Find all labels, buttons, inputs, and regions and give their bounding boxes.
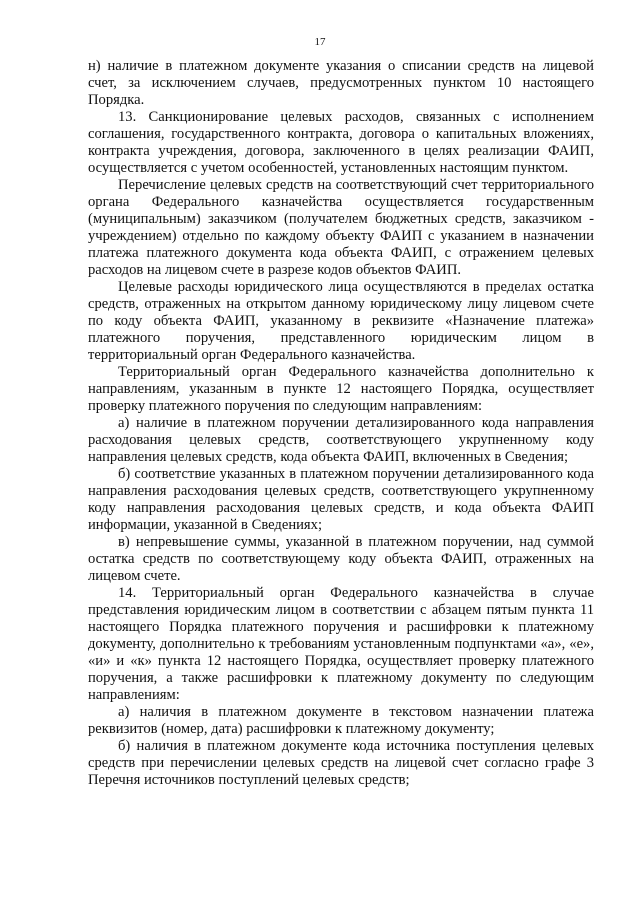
page-number: 17 — [314, 36, 326, 48]
paragraph-transfer: Перечисление целевых средств на соответствующий счет территориального органа Федерального казначейства осуществляется государственным (муниципальным) заказчиком (получателем бюджетных средств, заказчиком - учреждением) отдельно по каждому объекту ФАИП с указанием в назначении платежа платежного документа кода объекта ФАИП, с отражением целевых расходов на лицевом счете в разрезе кодов объектов ФАИП. — [88, 177, 594, 278]
paragraph-14-b: б) наличия в платежном документе кода источника поступления целевых средств при перечислении целевых средств на лицевой счет согласно графе 3 Перечня источников поступлений целевых средств; — [88, 738, 594, 788]
document-body — [88, 58, 594, 789]
paragraph-14-a: а) наличия в платежном документе в текстовом назначении платежа реквизитов (номер, дата) расшифровки к платежному документу; — [88, 704, 594, 737]
paragraph-13: 13. Санкционирование целевых расходов, связанных с исполнением соглашения, государственного контракта, договора о капитальных вложениях, контракта учреждения, договора, заключенного в целях реализации ФАИП, осуществляется с учетом особенностей, установленных настоящим пунктом. — [88, 109, 594, 176]
paragraph-expenses: Целевые расходы юридического лица осуществляются в пределах остатка средств, отраженных на открытом данному юридическому лицу лицевом счете по коду объекта ФАИП, указанному в реквизите «Назначение платежа» платежного поручения, представленного юридическим лицом в территориальный орган Федерального казначейства. — [88, 279, 594, 363]
paragraph-verification: Территориальный орган Федерального казначейства дополнительно к направлениям, указанным в пункте 12 настоящего Порядка, осуществляет проверку платежного поручения по следующим направлениям: — [88, 364, 594, 414]
paragraph-n: н) наличие в платежном документе указания о списании средств на лицевой счет, за исключением случаев, предусмотренных пунктом 10 настоящего Порядка. — [88, 58, 594, 108]
paragraph-check-a: а) наличие в платежном поручении детализированного кода направления расходования целевых средств, соответствующего укрупненному коду направления целевых средств, кода объекта ФАИП, включенных в Сведения; — [88, 415, 594, 465]
paragraph-check-b: б) соответствие указанных в платежном поручении детализированного кода направления расходования целевых средств, соответствующего укрупненному коду направления расходования целевых средств, и кода объекта ФАИП информации, указанной в Сведениях; — [88, 466, 594, 533]
paragraph-14: 14. Территориальный орган Федерального казначейства в случае представления юридическим лицом в соответствии с абзацем пятым пункта 11 настоящего Порядка платежного поручения и расшифровки к платежному документу, дополнительно к требованиям установленным подпунктами «а», «е», «и» и «к» пункта 12 настоящего Порядка, осуществляет проверку платежного поручения, а также расшифровки к платежному документу по следующим направлениям: — [88, 585, 594, 703]
paragraph-check-c: в) непревышение суммы, указанной в платежном поручении, над суммой остатка средств по соответствующему коду объекта ФАИП, отраженных на лицевом счете. — [88, 534, 594, 584]
